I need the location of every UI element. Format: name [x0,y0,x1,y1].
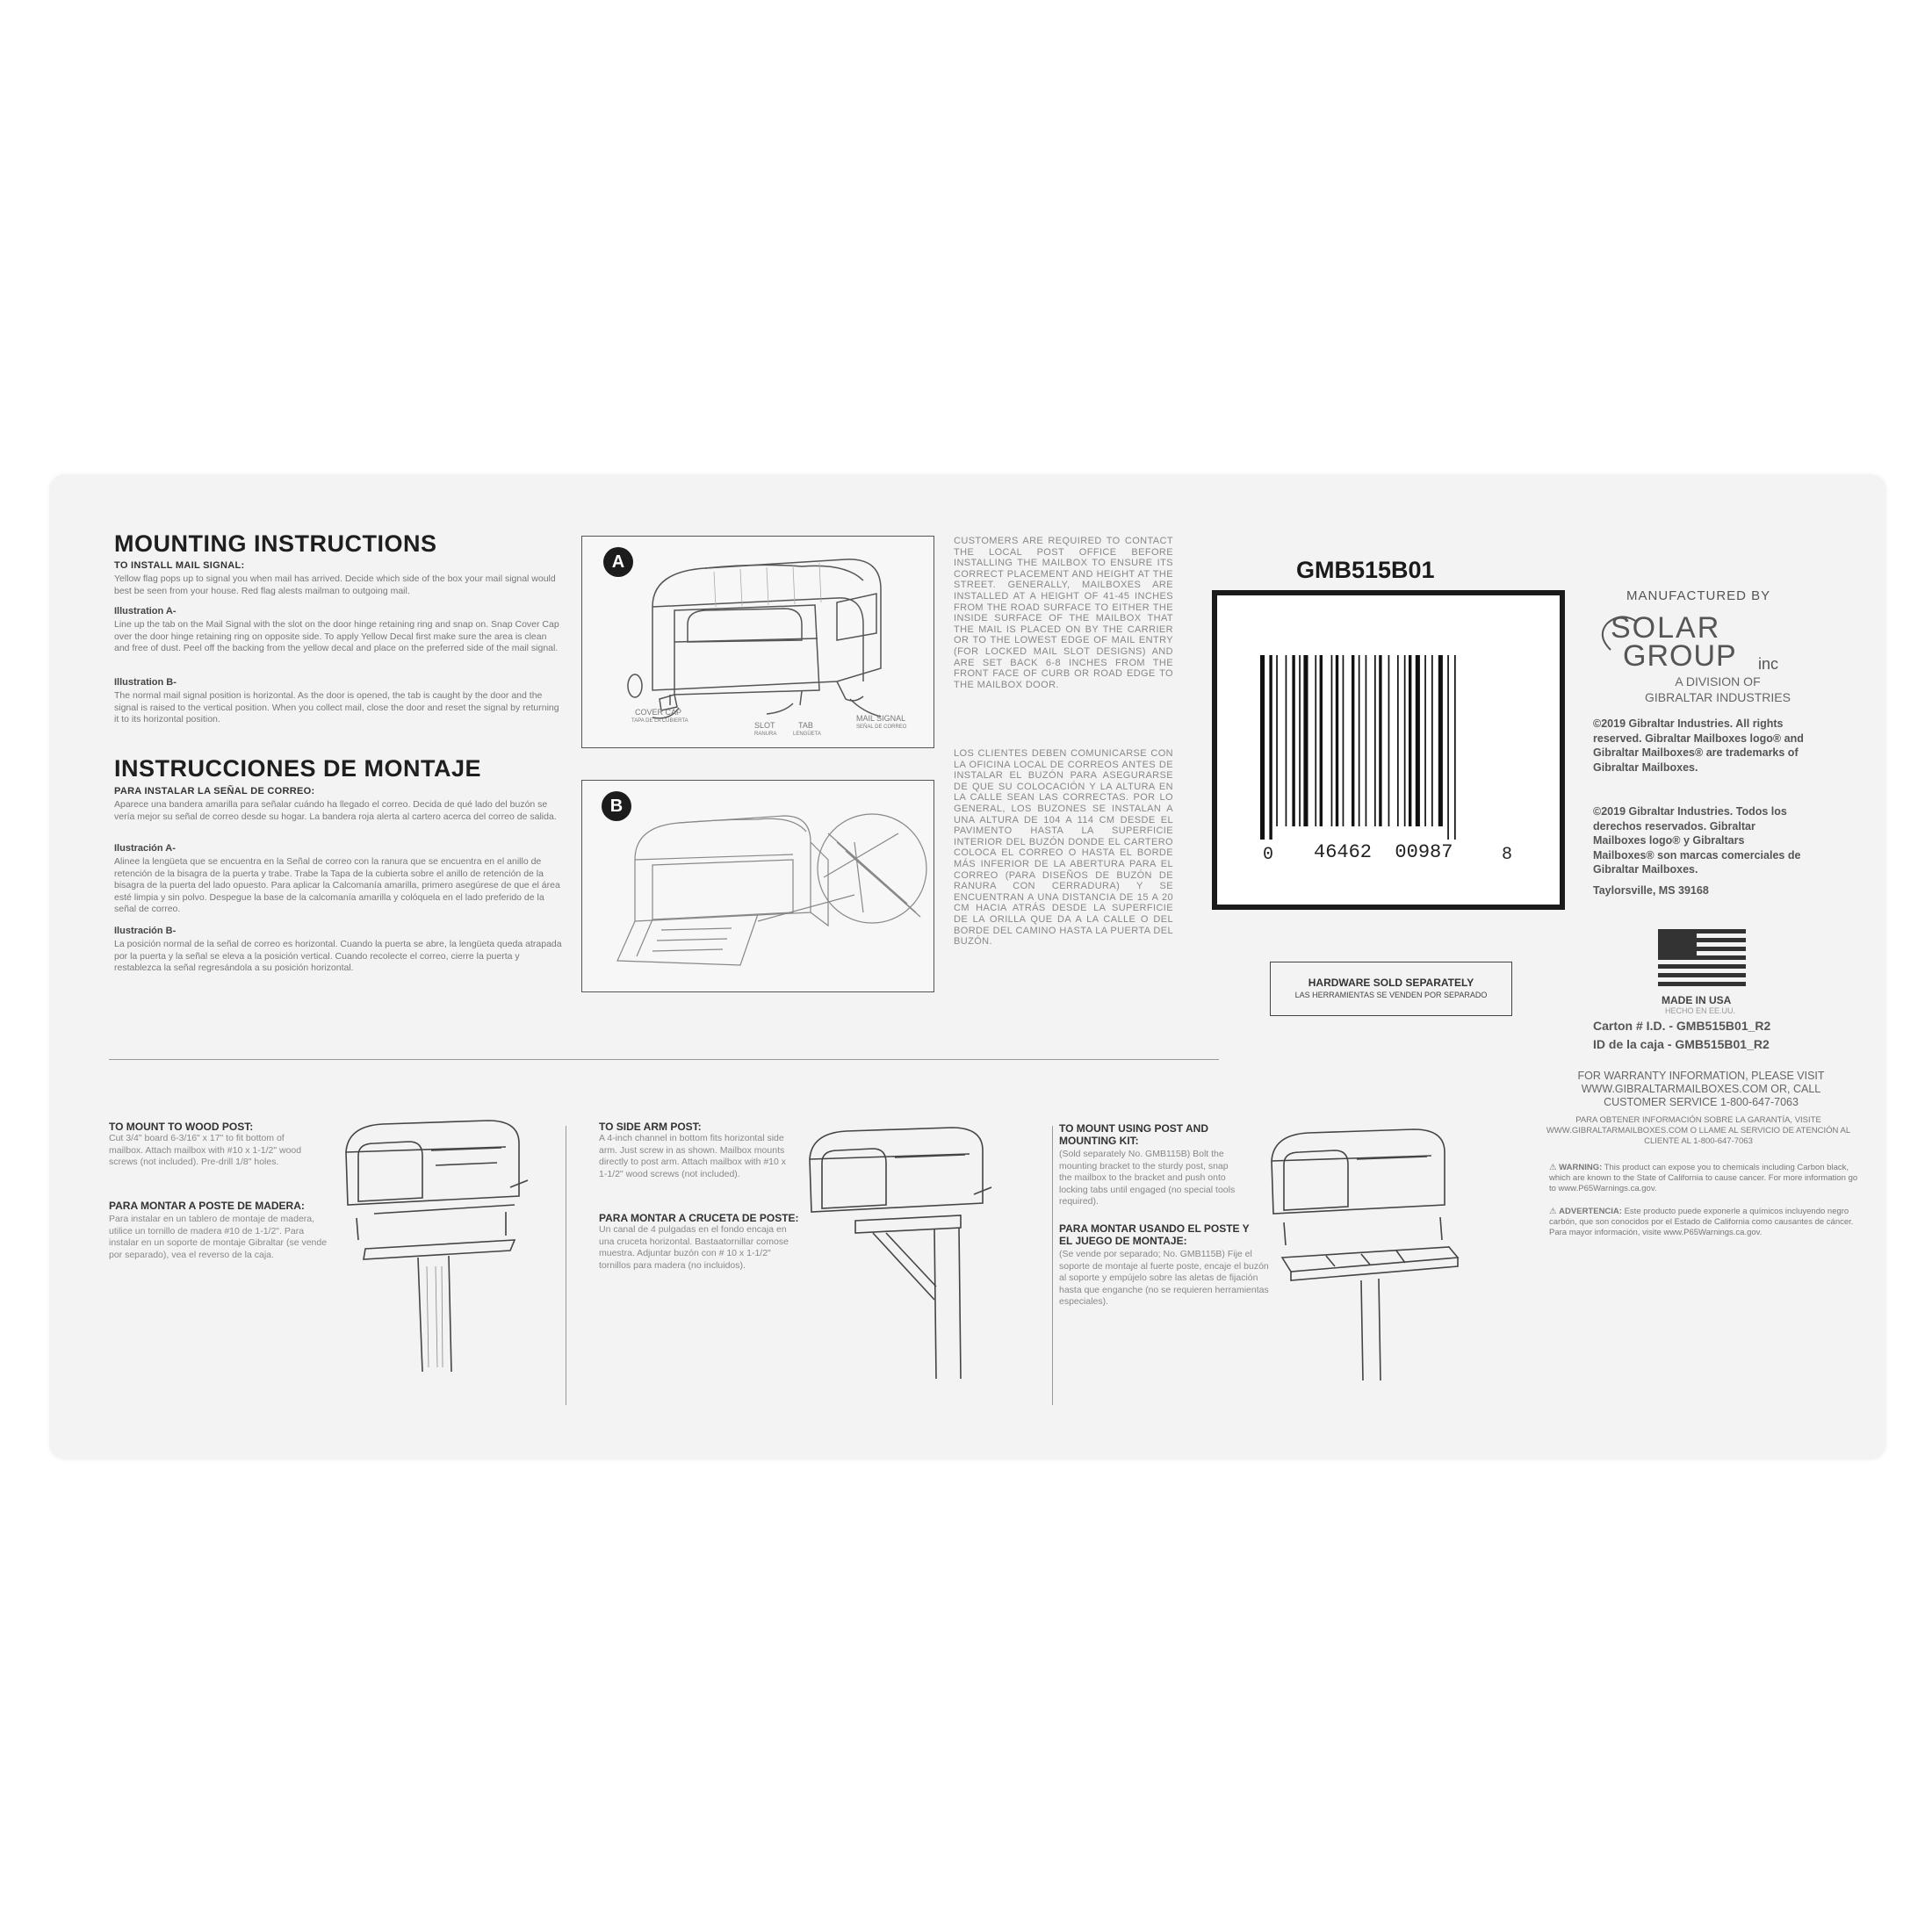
cover-cap-label: COVER CAP [635,708,682,717]
american-flag-icon [1658,929,1746,991]
carton-id-es: ID de la caja - GMB515B01_R2 [1593,1037,1770,1051]
hardware-notice-es: LAS HERRAMIENTAS SE VENDEN POR SEPARADO [1294,991,1488,999]
illustration-b-text: The normal mail signal position is horizontal. As the door is opened, the tab is caught by the door and the signal is raised to the vertical position. When you collect mail, close the door and reset the signal by returning it to its horizontal position. [114,690,559,724]
barcode-right-digit: 8 [1502,845,1513,865]
prop65-advertencia [1549,1207,1865,1238]
post-office-notice: CUSTOMERS ARE REQUIRED TO CONTACT THE LOCAL POST OFFICE BEFORE INSTALLING THE MAILBOX TO ENSURE ITS CORRECT PLACEMENT AND HEIGHT AT THE STREET. GENERALLY, MAILBOXES ARE INSTALLED AT A HEIGHT OF 41-45 INCHES FROM THE ROAD SURFACE TO EITHER THE INSIDE SURFACE OF THE MAILBOX THAT THE MAIL IS PLACED ON BY THE CARRIER OR TO THE LOWEST EDGE OF MAIL ENTRY (FOR LOCKED MAIL SLOT DESIGNS) AND ARE SET BACK 6-8 INCHES FROM THE FRONT FACE OF CURB OR ROAD EDGE TO THE MAILBOX DOOR. [954,536,1173,690]
manufactured-by-label: MANUFACTURED BY [1626,588,1771,603]
instruction-sheet [49,474,1886,1460]
illustration-a-panel [581,536,934,748]
mounting-instructions-title: MOUNTING INSTRUCTIONS [114,530,437,557]
wood-post-text-es: Para instalar en un tablero de montaje de madera, utilice un tornillo de madera #10 de 1-1/2". Para instalar en un soporte de montaje Gibraltar (se vende por separado), vea el reverso de la caja. [109,1214,328,1260]
ilustracion-a-text: Alinee la lengüeta que se encuentra en la Señal de correo con la ranura que se encuentra en el anillo de retención de la bisagra de la puerta y trabe. Trabe la Tapa de la cubierta sobre el anillo de retención de la bisagra de la puerta del lado opuesto. Para aplicar la Calcomanía amarilla, primero asegúrese de que el área esté limpia y sin polvo. Despegue la base de la calcomanía amarilla y colóquela en el lado preferido de la señal de correo. [114,856,560,914]
illustration-a-heading: Illustration A- [114,606,177,616]
logo-solar-text: SOLAR [1611,611,1721,645]
warranty-info-es: PARA OBTENER INFORMACIÓN SOBRE LA GARANTÍA, VISITE WWW.GIBRALTARMAILBOXES.COM O LLAME AL SERVICIO DE ATENCIÓN AL CLIENTE AL 1-800-647-7063 [1546,1115,1851,1146]
ilustracion-a-heading: Ilustración A- [114,843,176,854]
prop65-warning [1549,1163,1865,1194]
kit-text-es: (Se vende por separado; No. GMB115B) Fije el soporte de montaje al fuerte poste, encaje el buzón al soporte y empújelo sobre las aletas de fijación hasta que enganche (no se requieren herramientas especiales). [1059,1249,1269,1307]
mail-signal-label-es: SEÑAL DE CORREO [856,724,907,730]
logo-group-text: GROUP [1623,639,1737,673]
advertencia-triangle-icon: ⚠ [1549,1207,1557,1216]
warning-text: This product can expose you to chemicals including Carbon black, which are known to the State of California to cause cancer. For more information go to www.P65Warnings.ca.gov. [1549,1163,1858,1193]
instrucciones-title: INSTRUCCIONES DE MONTAJE [114,755,482,782]
senal-intro: Aparece una bandera amarilla para señalar cuándo ha llegado el correo. Decida de qué lado del buzón se vería mejor su señal de correo desde su hogar. La bandera roja alerta al cartero acerca del correo de salida. [114,799,557,822]
division-label: A DIVISION OF [1675,674,1761,688]
post-kit-illustration [1265,1126,1475,1381]
mail-signal-intro: Yellow flag pops up to signal you when mail has arrived. Decide which side of the box your mail signal would best be seen from your house. Red flag alests mailman to outgoing mail. [114,573,556,596]
side-arm-illustration [803,1124,1013,1379]
post-office-notice-es: LOS CLIENTES DEBEN COMUNICARSE CON LA OFICINA LOCAL DE CORREOS ANTES DE INSTALAR EL BUZÓN PARA ASEGURARSE DE QUE SU COLOCACIÓN Y LA ALTURA EN LA CALLE SEAN LAS CORRECTAS. POR LO GENERAL, LOS BUZONES SE INSTALAN A UNA ALTURA DE 104 A 114 CM DESDE EL PAVIMENTO HASTA LA SUPERFICIE INTERIOR DEL BUZÓN DONDE EL CARTERO COLOCA EL CORREO O HASTA EL BORDE MÁS INFERIOR DE LA ABERTURA PARA EL CORREO (PARA DISEÑOS DE BUZÓN DE RANURA CON CERRADURA) Y SE ENCUENTRAN A UNA DISTANCIA DE 15 A 20 CM HACIA ATRÁS DESDE LA SUPERFICIE DE LA ORILLA QUE DA A LA CALLE O DEL BORDE DEL CAMINO HASTA LA PUERTA DEL BUZÓN. [954,748,1173,948]
barcode-left-digit: 0 [1263,845,1274,865]
carton-id: Carton # I.D. - GMB515B01_R2 [1593,1019,1771,1033]
wood-post-heading-es: PARA MONTAR A POSTE DE MADERA: [109,1200,305,1212]
illustration-a-badge: A [603,547,633,577]
kit-heading: TO MOUNT USING POST AND MOUNTING KIT: [1059,1122,1209,1147]
mail-signal-label: MAIL SIGNAL [856,714,906,723]
advertencia-label: ADVERTENCIA: [1559,1207,1622,1216]
vertical-divider-2 [1052,1126,1053,1405]
tab-label-es: LENGÜETA [793,732,821,737]
barcode-image [1257,655,1520,840]
wood-post-heading: TO MOUNT TO WOOD POST: [109,1121,254,1133]
side-arm-text: A 4-inch channel in bottom fits horizontal side arm. Just screw in as shown. Mailbox mounts directly to post arm. Attach mailbox with #10 x 1-1/2" wood screws (not included). [599,1133,787,1179]
warranty-info: FOR WARRANTY INFORMATION, PLEASE VISIT WWW.GIBRALTARMAILBOXES.COM OR, CALL CUSTOMER SERVICE 1-800-647-7063 [1577,1070,1825,1108]
cover-cap-label-es: TAPA DE LA CUBIERTA [631,718,688,724]
copyright-es: ©2019 Gibraltar Industries. Todos los derechos reservados. Gibraltar Mailboxes logo® y Gibraltars Mailboxes® son marcas comerciales de Gibraltar Mailboxes. [1593,805,1801,876]
side-arm-heading: TO SIDE ARM POST: [599,1121,702,1133]
tab-label: TAB [798,721,813,730]
parent-company: GIBRALTAR INDUSTRIES [1645,690,1791,704]
copyright-en: ©2019 Gibraltar Industries. All rights reserved. Gibraltar Mailboxes logo® and Gibraltar Mailboxes® are trademarks of Gibraltar Mailboxes. [1593,717,1804,774]
horizontal-divider [109,1059,1219,1060]
illustration-b-badge: B [602,791,631,821]
solar-group-logo [1595,604,1858,674]
sku-label: GMB515B01 [1296,557,1435,583]
logo-inc-text: inc [1758,655,1779,673]
mail-signal-subtitle: TO INSTALL MAIL SIGNAL: [114,560,245,571]
address: Taylorsville, MS 39168 [1593,884,1709,897]
barcode-box [1212,590,1565,910]
warning-label: WARNING: [1559,1163,1603,1172]
barcode-digits: 46462 00987 [1314,841,1453,863]
ilustracion-b-text: La posición normal de la señal de correo es horizontal. Cuando la puerta se abre, la lengüeta queda atrapada por la puerta y la señal se eleva a la posición vertical. Cuando recolecte el correo, cierre la puerta y restablezca la señal regresándola a su posición horizontal. [114,939,562,973]
hardware-notice-box [1270,962,1512,1016]
advertencia-text: Este producto puede exponerle a químicos incluyendo negro carbón, que son conocidos por el Estado de California como causantes de cáncer. Para mayor información, visite www.P65Warnings.ca.gov. [1549,1207,1854,1237]
wood-post-text: Cut 3/4" board 6-3/16" x 17" to fit bottom of mailbox. Attach mailbox with #10 x 1-1/2" wood screws (not included). Pre-drill 1/8" holes. [109,1133,302,1167]
warning-triangle-icon: ⚠ [1549,1163,1557,1172]
ilustracion-b-heading: Ilustración B- [114,926,177,936]
kit-heading-es: PARA MONTAR USANDO EL POSTE Y EL JUEGO DE MONTAJE: [1059,1222,1250,1247]
senal-subtitle: PARA INSTALAR LA SEÑAL DE CORREO: [114,786,315,797]
mailbox-door-open-illustration [582,781,934,991]
slot-label: SLOT [754,721,775,730]
side-arm-text-es: Un canal de 4 pulgadas en el fondo encaja en una cruceta horizontal. Bastaatornillar comose muestra. Adjuntar buzón con # 10 x 1-1/2" tornillos para madera (no incluidos). [599,1224,789,1271]
made-in-usa: MADE IN USA [1662,994,1732,1006]
made-in-usa-es: HECHO EN EE.UU. [1665,1006,1736,1015]
hardware-notice-en: HARDWARE SOLD SEPARATELY [1308,977,1474,989]
slot-label-es: RANURA [754,732,777,737]
kit-text: (Sold separately No. GMB115B) Bolt the mounting bracket to the sturdy post, snap the mailbox to the bracket and push onto locking tabs until engaged (no special tools required). [1059,1149,1236,1207]
illustration-a-text: Line up the tab on the Mail Signal with the slot on the door hinge retaining ring and snap on. Snap Cover Cap over the door hinge retaining ring on opposite side. To apply Yellow Decal first make sure the area is clean and free of dust. Peel off the backing from the yellow decal and place on the preferred side of the mail signal. [114,619,559,653]
illustration-b-heading: Illustration B- [114,677,177,688]
illustration-b-panel [581,780,934,992]
side-arm-heading-es: PARA MONTAR A CRUCETA DE POSTE: [599,1212,799,1224]
wood-post-illustration [339,1117,550,1372]
